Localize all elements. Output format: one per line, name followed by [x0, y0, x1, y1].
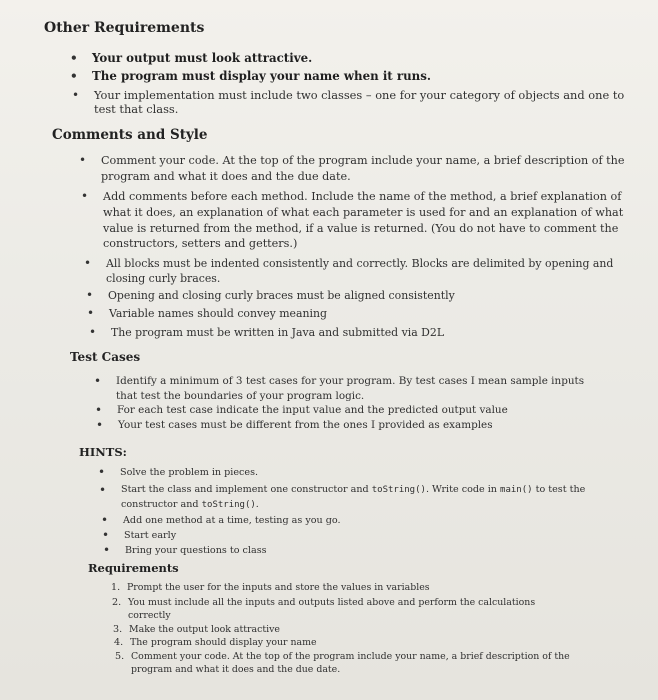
bullet: • — [98, 465, 106, 479]
bullet: • — [70, 69, 78, 83]
numbered-item — [113, 624, 589, 637]
list-item-text: The program must be written in Java and submitted via D2L — [111, 326, 445, 339]
item-number: 2. — [112, 597, 122, 608]
item-number: 1. — [111, 582, 121, 593]
bullet: • — [96, 418, 104, 432]
list-item — [81, 189, 628, 252]
hint-text-d: . — [255, 498, 259, 510]
list-item-text: For each test case indicate the input value and the predicted output value — [117, 404, 508, 416]
list-item — [101, 513, 593, 527]
bullet: • — [103, 543, 111, 557]
bullet: • — [87, 306, 95, 320]
list-item-text: You must include all the inputs and outputs listed above and perform the calculations correctly — [128, 597, 536, 621]
comments-style-heading: Comments and Style — [52, 127, 208, 143]
bullet: • — [102, 528, 110, 542]
list-item-text: Add comments before each method. Include the name of the method, a brief explanation of what it does, an explanation of what each parameter is used for and an explanation of what value is returned from the method, if a value is returned. (You do not have to comment the constructors, setters and getters.) — [103, 190, 624, 251]
list-item — [94, 374, 606, 403]
list-item — [96, 418, 598, 433]
list-item-text: Comment your code. At the top of the program include your name, a brief description of the program and what it does and the due date. — [131, 651, 570, 675]
list-item-text: Comment your code. At the top of the program include your name, a brief description of the program and what it does and the due date. — [101, 154, 625, 183]
list-item-text: The program must display your name when it runs. — [92, 69, 431, 83]
list-item — [103, 543, 595, 557]
list-item — [86, 288, 608, 304]
list-item-text: Your output must look attractive. — [92, 51, 313, 65]
list-item-text: Your implementation must include two classes – one for your category of objects and one to test that class. — [94, 88, 625, 116]
list-item — [98, 465, 590, 479]
numbered-item — [114, 637, 590, 650]
list-item-text: Variable names should convey meaning — [109, 307, 327, 320]
list-item-text: The program should display your name — [130, 637, 317, 648]
list-item-text: Prompt the user for the inputs and store the values in variables — [127, 582, 430, 593]
list-item — [84, 256, 626, 286]
code-tostring: toString() — [371, 485, 426, 495]
bullet: • — [94, 374, 102, 388]
list-item-text: Solve the problem in pieces. — [120, 467, 259, 478]
list-item-text: All blocks must be indented consistently and correctly. Blocks are delimited by opening and closing curly braces. — [106, 257, 614, 285]
bullet: • — [101, 513, 109, 527]
list-item-text: Start early — [124, 530, 177, 541]
list-item — [99, 483, 599, 512]
list-item — [102, 528, 594, 542]
hints-heading: HINTS: — [79, 445, 127, 459]
other-requirements-heading: Other Requirements — [44, 20, 205, 36]
list-item — [70, 51, 612, 67]
list-item — [72, 88, 634, 116]
list-item — [95, 403, 597, 418]
list-item-text: Bring your questions to class — [125, 545, 267, 556]
bullet: • — [86, 288, 94, 302]
bullet: • — [99, 483, 107, 497]
numbered-item — [115, 651, 601, 676]
item-number: 3. — [113, 624, 123, 635]
bullet: • — [89, 325, 97, 339]
list-item — [87, 306, 609, 322]
list-item-text: Identify a minimum of 3 test cases for your program. By test cases I mean sample inputs that test the boundaries of your program logic. — [116, 375, 585, 402]
bullet: • — [79, 153, 87, 167]
bullet: • — [84, 256, 92, 270]
bullet: • — [72, 88, 80, 102]
code-main: main() — [500, 485, 533, 495]
test-cases-heading: Test Cases — [70, 350, 141, 364]
item-number: 5. — [115, 651, 125, 662]
list-item-text: Opening and closing curly braces must be aligned consistently — [108, 289, 455, 302]
requirements-heading: Requirements — [88, 561, 179, 575]
item-number: 4. — [114, 637, 124, 648]
list-item — [70, 69, 612, 85]
list-item-text: Make the output look attractive — [129, 624, 280, 635]
numbered-item — [111, 582, 587, 595]
numbered-item — [112, 597, 573, 622]
hint-text-a: Start the class and implement one constructor and — [121, 484, 372, 495]
hint-text-b: . Write code in — [425, 484, 501, 495]
hint-text-c: to test the constructor and — [121, 484, 586, 510]
code-tostring: toString() — [201, 499, 256, 510]
list-item-text: Add one method at a time, testing as you go. — [123, 515, 341, 526]
bullet: • — [81, 189, 89, 203]
list-item — [89, 325, 611, 341]
list-item — [79, 153, 631, 184]
bullet: • — [70, 51, 78, 65]
list-item-text: Your test cases must be different from the ones I provided as examples — [118, 419, 493, 431]
bullet: • — [95, 403, 103, 417]
